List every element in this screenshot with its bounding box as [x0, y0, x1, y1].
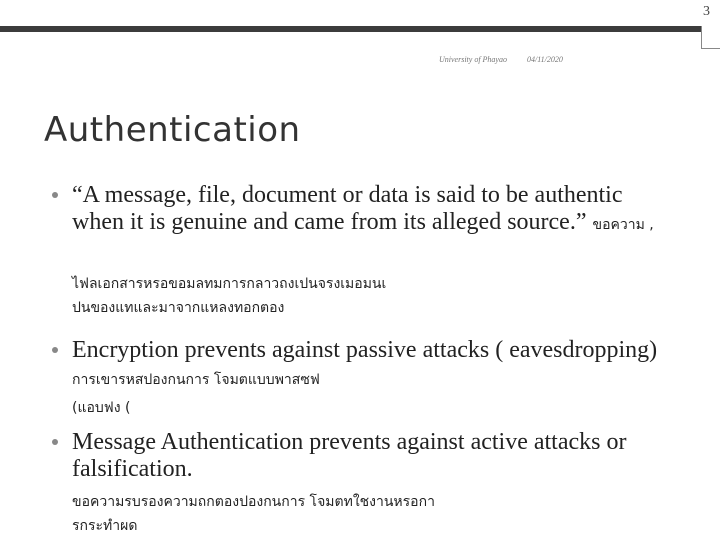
bullet-3-thai [72, 490, 672, 538]
bullet-dot [52, 439, 58, 445]
bullet-2-thai-inline: การเขารหสปองกนการ โจมตแบบพาสซฟ [72, 372, 320, 388]
bullet-3-thai-line-1: ขอความรบรองความถกตองปองกนการ โจมตทใชงานหรอกา [72, 494, 435, 510]
bullet-1-text: “A message, file, document or data is said to be authentic when it is genuine and came from its alleged source.” [72, 182, 623, 235]
slide-title: Authentication [44, 110, 301, 150]
bullet-1 [52, 182, 672, 239]
bullet-3-thai-line-2: รกระทำผด [72, 518, 138, 534]
bullet-2-thai [72, 396, 672, 420]
slide-number: 3 [703, 4, 710, 19]
bullet-dot [52, 192, 58, 198]
slide-header-bar [0, 0, 720, 26]
slide-header-rule [0, 26, 720, 32]
bullet-1-thai-line-2: ปนของแทและมาจากแหลงทอกตอง [72, 300, 285, 316]
bullet-1-thai-line-1: ไฟลเอกสารหรอขอมลทมการกลาวถงเปนจรงเมอมนเ [72, 276, 387, 292]
bullet-3 [52, 429, 672, 483]
bullet-2-text: Encryption prevents against passive attacks ( eavesdropping) [72, 337, 658, 363]
university-label: University of Phayao [439, 55, 507, 64]
date-label: 04/11/2020 [527, 55, 563, 64]
bullet-2 [52, 337, 672, 394]
bullet-3-text: Message Authentication prevents against active attacks or falsification. [72, 429, 627, 482]
bullet-dot [52, 347, 58, 353]
bullet-1-thai-inline: ขอความ , [592, 217, 654, 233]
slide-corner-tab [701, 26, 720, 49]
bullet-1-thai [72, 272, 672, 320]
bullet-2-thai-line-1: (แอบฟง ( [72, 400, 131, 416]
